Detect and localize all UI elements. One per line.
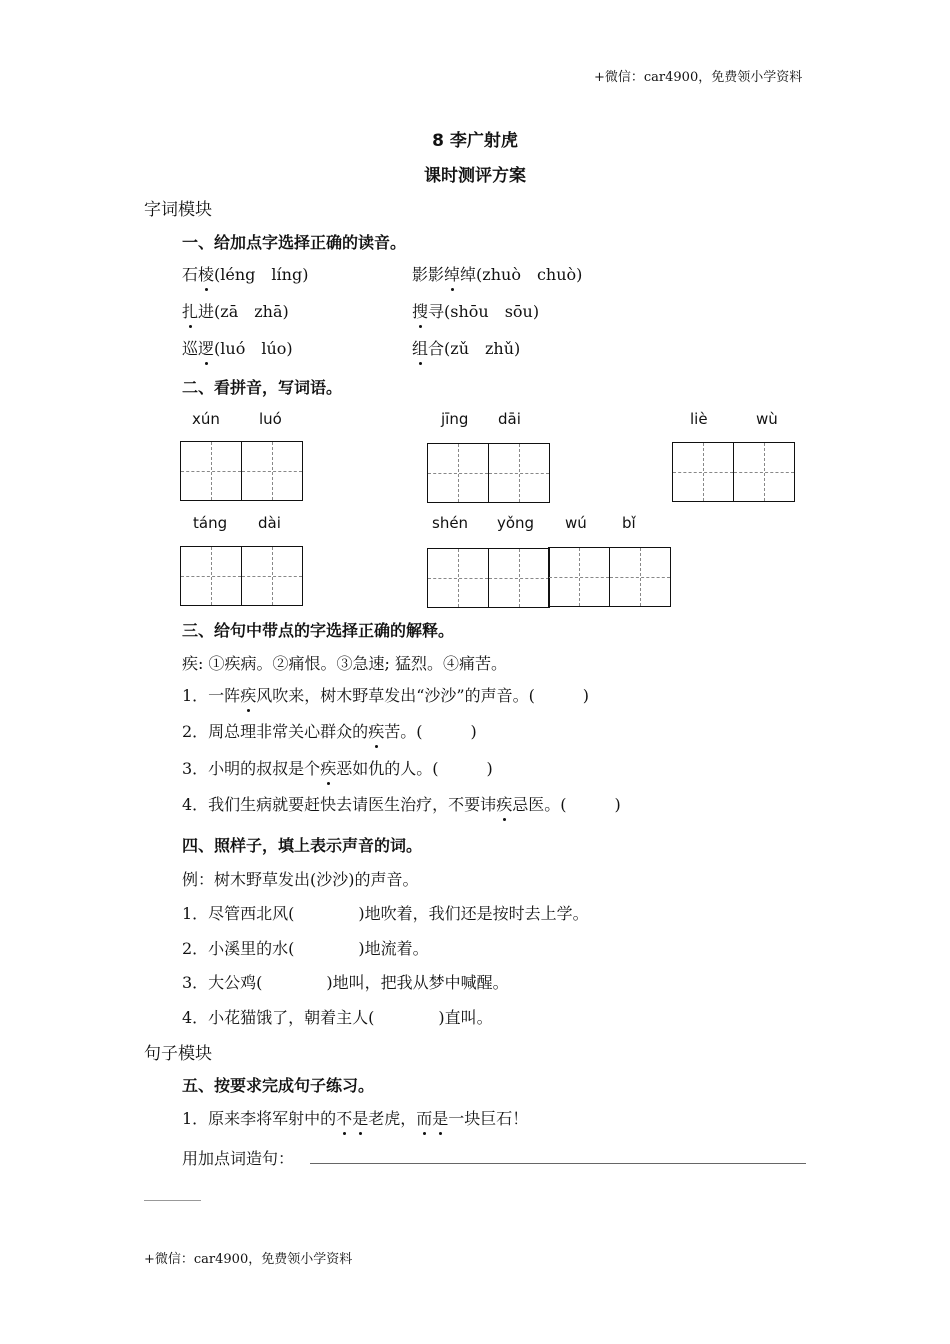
pinyin: xún <box>192 410 220 428</box>
dotted-char: 不 <box>336 1106 352 1129</box>
writing-grid-4[interactable] <box>180 546 303 606</box>
lesson-title: 8 李广射虎 <box>432 131 518 151</box>
section2-heading: 二、看拼音，写词语。 <box>182 378 343 397</box>
s1-item-2: 影影绰绰(zhuò chuò) <box>412 262 582 285</box>
footnote-separator <box>144 1200 201 1201</box>
dotted-char: 疾 <box>320 756 336 779</box>
pinyin: dāi <box>498 410 521 428</box>
s4-item-3: 3．大公鸡( )地叫，把我从梦中喊醒。 <box>182 973 509 992</box>
s1-item-4: 搜寻(shōu sōu) <box>412 299 539 322</box>
pinyin: liè <box>690 410 708 428</box>
s1-item-6: 组合(zǔ zhǔ) <box>412 336 520 359</box>
dotted-char: 疾 <box>496 792 512 815</box>
footer-note: +微信：car4900，免费领小学资料 <box>144 1252 353 1267</box>
s4-item-4: 4．小花猫饿了，朝着主人( )直叫。 <box>182 1008 493 1027</box>
dotted-char: 疾 <box>368 719 384 742</box>
dotted-char: 疾 <box>240 683 256 706</box>
dotted-char: 而 <box>416 1106 432 1129</box>
pinyin: luó <box>259 410 282 428</box>
dotted-char: 棱 <box>198 262 214 285</box>
s4-item-2: 2．小溪里的水( )地流着。 <box>182 939 429 958</box>
dotted-char: 搜 <box>412 299 428 322</box>
header-note: +微信：car4900，免费领小学资料 <box>594 70 803 85</box>
module-sentences-heading: 句子模块 <box>144 1044 212 1064</box>
dotted-char: 是 <box>432 1106 448 1129</box>
pinyin: dài <box>258 514 281 532</box>
section5-heading: 五、按要求完成句子练习。 <box>182 1076 375 1095</box>
pinyin: wù <box>756 410 778 428</box>
pinyin: jīng <box>441 410 469 428</box>
writing-grid-3[interactable] <box>672 442 795 502</box>
s3-item-2: 2．周总理非常关心群众的疾苦。( ) <box>182 719 477 742</box>
pinyin: táng <box>193 514 228 532</box>
dotted-char: 组 <box>412 336 428 359</box>
s4-example: 例：树木野草发出(沙沙)的声音。 <box>182 870 419 889</box>
dotted-char: 扎 <box>182 299 198 322</box>
s1-item-3: 扎进(zā zhā) <box>182 299 289 322</box>
s5-item-1: 1．原来李将军射中的不是老虎，而是一块巨石！ <box>182 1106 528 1129</box>
writing-grid-2[interactable] <box>427 443 550 503</box>
s3-item-1: 1．一阵疾风吹来，树木野草发出“沙沙”的声音。( ) <box>182 683 589 706</box>
pinyin: shén <box>432 514 469 532</box>
lesson-subtitle: 课时测评方案 <box>424 166 526 186</box>
section3-heading: 三、给句中带点的字选择正确的解释。 <box>182 621 455 640</box>
pinyin: bǐ <box>622 514 636 532</box>
s1-item-5: 巡逻(luó lúo) <box>182 336 293 359</box>
s1-item-1: 石棱(léng líng) <box>182 262 308 285</box>
dotted-char: 逻 <box>198 336 214 359</box>
pinyin: yǒng <box>497 514 535 532</box>
answer-line[interactable] <box>310 1163 806 1164</box>
pinyin: wú <box>565 514 587 532</box>
dotted-char: 绰 <box>444 262 460 285</box>
s3-item-4: 4．我们生病就要赶快去请医生治疗，不要讳疾忌医。( ) <box>182 792 621 815</box>
s3-item-3: 3．小明的叔叔是个疾恶如仇的人。( ) <box>182 756 493 779</box>
writing-grid-1[interactable] <box>180 441 303 501</box>
writing-grid-6[interactable] <box>548 547 671 607</box>
writing-grid-5[interactable] <box>427 548 550 608</box>
section1-heading: 一、给加点字选择正确的读音。 <box>182 233 407 252</box>
module-words-heading: 字词模块 <box>144 200 212 220</box>
section4-heading: 四、照样子，填上表示声音的词。 <box>182 836 423 855</box>
dotted-char: 是 <box>352 1106 368 1129</box>
s3-definition: 疾: ①疾病。②痛恨。③急速; 猛烈。④痛苦。 <box>182 654 507 673</box>
s5-prompt: 用加点词造句： <box>182 1149 295 1168</box>
s4-item-1: 1．尽管西北风( )地吹着，我们还是按时去上学。 <box>182 904 589 923</box>
